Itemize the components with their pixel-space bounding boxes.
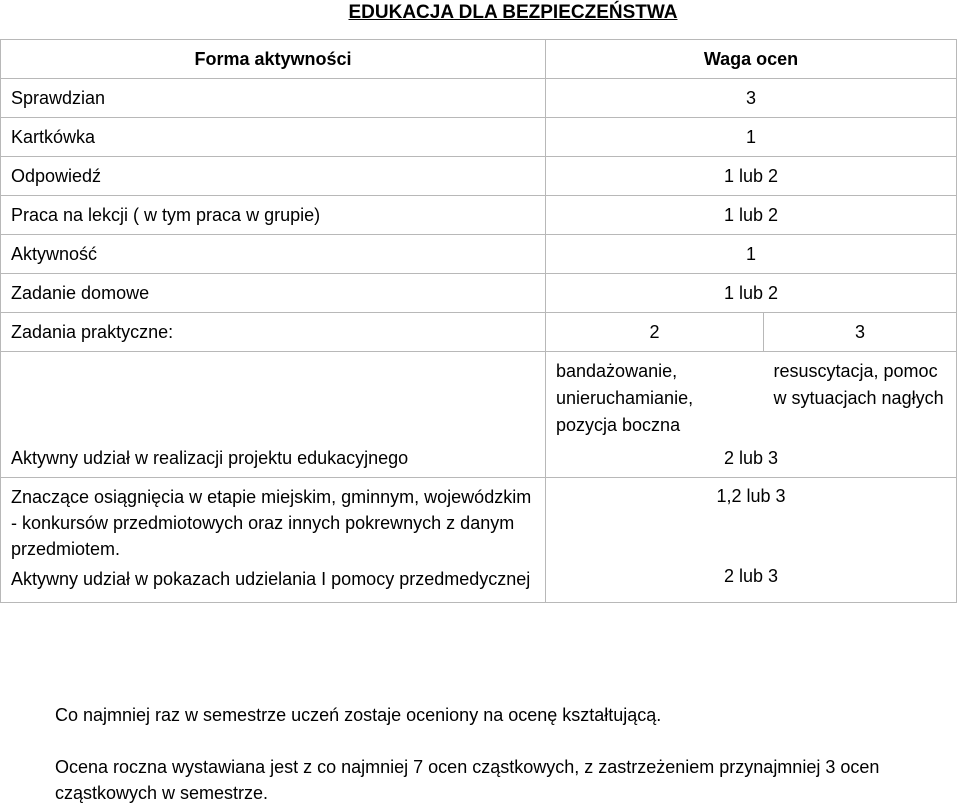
activity-cell: Kartkówka — [1, 118, 546, 157]
practical-label: Zadania praktyczne: — [1, 313, 546, 352]
achievements-weight: 1,2 lub 3 — [716, 486, 786, 506]
note-formative: Co najmniej raz w semestrze uczeń zostaje oceniony na ocenę kształtującą. — [55, 705, 662, 725]
page-title: EDUKACJA DLA BEZPIECZEŃSTWA — [348, 2, 678, 23]
practical-detail-row — [1, 352, 957, 440]
weight-cell: 1 — [546, 118, 957, 157]
practical-detail-b: resuscytacja, pomoc w sytuacjach nagłych — [764, 352, 957, 440]
weight-cell: 1 — [546, 235, 957, 274]
blank-cell — [1, 352, 546, 440]
weight-cell: 3 — [546, 79, 957, 118]
achievements-row — [1, 478, 957, 603]
table-header-row — [1, 40, 957, 79]
activity-cell: Odpowiedź — [1, 157, 546, 196]
achievements-activity: Znaczące osiągnięcia w etapie miejskim, gminnym, wojewódzkim - konkursów przedmiotowych oraz innych pokrewnych z danym przedmiotem. — [11, 487, 532, 559]
first-aid-activity: Aktywny udział w pokazach udzielania I pomocy przedmedycznej — [11, 569, 531, 589]
project-row — [1, 439, 957, 478]
project-activity: Aktywny udział w realizacji projektu edukacyjnego — [1, 439, 546, 478]
grades-table — [0, 39, 957, 603]
achievements-cell — [1, 478, 546, 603]
table-row — [1, 79, 957, 118]
header-weight: Waga ocen — [546, 40, 957, 79]
table-row — [1, 274, 957, 313]
activity-cell: Aktywność — [1, 235, 546, 274]
practical-detail-a: bandażowanie, unieruchamianie, pozycja boczna — [546, 352, 764, 440]
weight-cell: 1 lub 2 — [546, 274, 957, 313]
practical-weight-b: 3 — [764, 313, 957, 352]
table-row — [1, 157, 957, 196]
weight-cell: 1 lub 2 — [546, 196, 957, 235]
activity-cell: Sprawdzian — [1, 79, 546, 118]
first-aid-weight: 2 lub 3 — [723, 566, 779, 586]
table-row — [1, 196, 957, 235]
weight-cell: 1 lub 2 — [546, 157, 957, 196]
note-annual: Ocena roczna wystawiana jest z co najmniej 7 ocen cząstkowych, z zastrzeżeniem przynajmniej 3 ocen cząstkowych w semestrze. — [55, 757, 880, 803]
achievements-weights — [546, 478, 957, 603]
table-row — [1, 118, 957, 157]
activity-cell: Praca na lekcji ( w tym praca w grupie) — [1, 196, 546, 235]
header-activity: Forma aktywności — [1, 40, 546, 79]
table-row — [1, 235, 957, 274]
practical-row — [1, 313, 957, 352]
practical-weight-a: 2 — [546, 313, 764, 352]
project-weight: 2 lub 3 — [546, 439, 957, 478]
activity-cell: Zadanie domowe — [1, 274, 546, 313]
